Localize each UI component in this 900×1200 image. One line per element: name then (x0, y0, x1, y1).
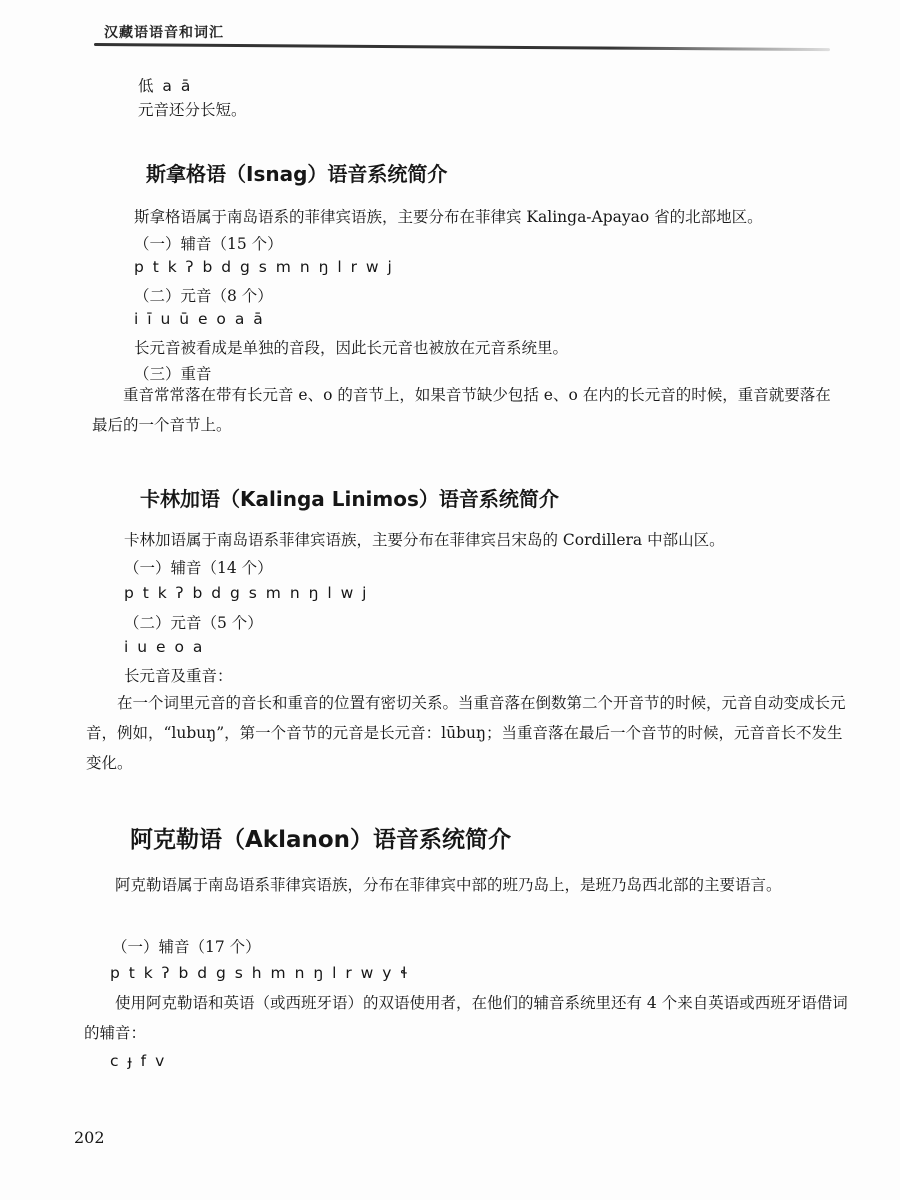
running-title: 汉藏语语音和词汇 (104, 25, 224, 41)
isnag-consonant-heading: （一）辅音（15 个） (134, 235, 283, 253)
isnag-consonants: p t k ʔ b d g s m n ŋ l r w j (134, 258, 394, 276)
aklanon-loan-note: 使用阿克勒语和英语（或西班牙语）的双语使用者，在他们的辅音系统里还有 4 个来自英语或西班牙语借词的辅音： (84, 994, 848, 1042)
kalinga-stress-heading: 长元音及重音： (124, 667, 233, 685)
aklanon-consonants: p t k ʔ b d g s h m n ŋ l r w y ɬ (110, 964, 410, 982)
isnag-vowel-heading: （二）元音（8 个） (134, 287, 273, 305)
low-vowels-line: 低 a ā (138, 77, 193, 95)
kalinga-consonant-heading: （一）辅音（14 个） (124, 559, 273, 577)
isnag-vowel-note: 长元音被看成是单独的音段，因此长元音也被放在元音系统里。 (134, 339, 569, 357)
section-title-aklanon: 阿克勒语（Aklanon）语音系统简介 (130, 827, 512, 853)
isnag-intro: 斯拿格语属于南岛语系的菲律宾语族，主要分布在菲律宾 Kalinga-Apayao 省的北部地区。 (134, 208, 763, 226)
kalinga-vowels: i u e o a (124, 638, 205, 656)
header-rule (94, 43, 830, 51)
kalinga-intro: 卡林加语属于南岛语系菲律宾语族，主要分布在菲律宾吕宋岛的 Cordillera 中部山区。 (124, 531, 725, 549)
aklanon-consonant-heading: （一）辅音（17 个） (112, 938, 261, 956)
kalinga-vowel-heading: （二）元音（5 个） (124, 614, 263, 632)
section-title-kalinga: 卡林加语（Kalinga Linimos）语音系统简介 (140, 487, 559, 511)
kalinga-stress-text: 在一个词里元音的音长和重音的位置有密切关系。当重音落在倒数第二个开音节的时候，元音自动变成长元音，例如，“lubuŋ”，第一个音节的元音是长元音：lūbuŋ；当重音落在最后一个音节的时候，元音音长不发生变化。 (86, 694, 846, 772)
kalinga-consonants: p t k ʔ b d g s m n ŋ l w j (124, 584, 369, 602)
isnag-stress-heading: （三）重音 (134, 365, 212, 383)
aklanon-intro: 阿克勒语属于南岛语系菲律宾语族，分布在菲律宾中部的班乃岛上，是班乃岛西北部的主要语言。 (115, 876, 782, 894)
aklanon-loan-consonants: c ɟ f v (110, 1052, 167, 1070)
isnag-stress-text: 重音常常落在带有长元音 e、o 的音节上，如果音节缺少包括 e、o 在内的长元音的时候，重音就要落在最后的一个音节上。 (92, 386, 831, 434)
section-title-isnag: 斯拿格语（Isnag）语音系统简介 (146, 162, 448, 186)
isnag-vowels: i ī u ū e o a ā (134, 310, 265, 328)
vowel-length-note: 元音还分长短。 (138, 101, 247, 119)
page-number: 202 (74, 1128, 105, 1147)
